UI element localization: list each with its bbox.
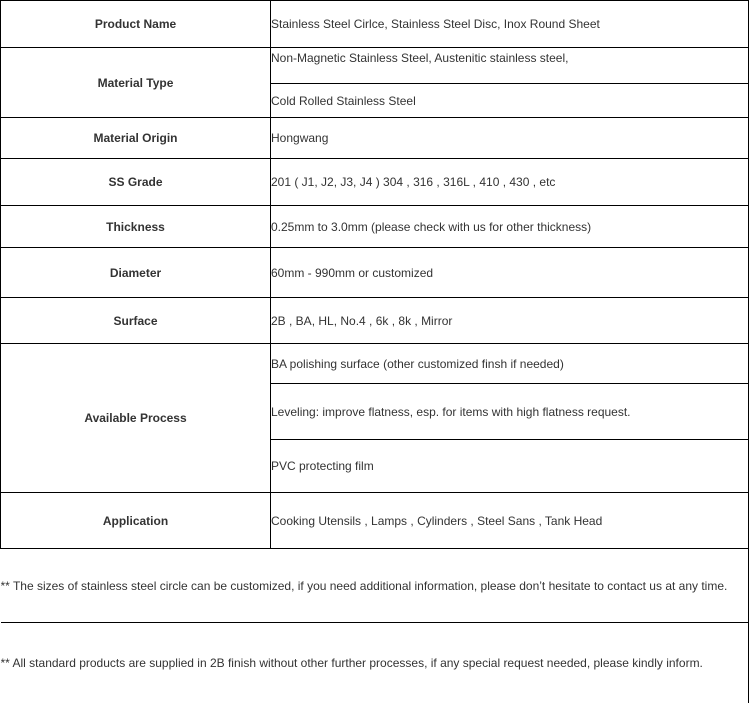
- row-value-process-2: Leveling: improve flatness, esp. for items with high flatness request.: [271, 384, 749, 440]
- note-standard-finish: ** All standard products are supplied in 2B finish without other further processes, if any special request needed, please kindly inform.: [1, 623, 749, 703]
- row-label-material-type: Material Type: [1, 48, 271, 118]
- row-value-process-1: BA polishing surface (other customized finsh if needed): [271, 344, 749, 384]
- row-value-material-type-2: Cold Rolled Stainless Steel: [271, 84, 749, 118]
- row-value-product-name: Stainless Steel Cirlce, Stainless Steel Disc, Inox Round Sheet: [271, 1, 749, 48]
- row-label-surface: Surface: [1, 298, 271, 344]
- row-value-surface: 2B , BA, HL, No.4 , 6k , 8k , Mirror: [271, 298, 749, 344]
- table-row: [1, 118, 749, 159]
- table-row: [1, 298, 749, 344]
- row-label-application: Application: [1, 493, 271, 549]
- table-row: [1, 48, 749, 84]
- table-row: [1, 1, 749, 48]
- row-label-ss-grade: SS Grade: [1, 159, 271, 206]
- table-row: [1, 623, 749, 703]
- table-row: [1, 248, 749, 298]
- row-label-available-process: Available Process: [1, 344, 271, 493]
- row-value-diameter: 60mm - 990mm or customized: [271, 248, 749, 298]
- row-label-material-origin: Material Origin: [1, 118, 271, 159]
- row-value-thickness: 0.25mm to 3.0mm (please check with us for other thickness): [271, 206, 749, 248]
- table-row: [1, 549, 749, 623]
- note-customizable-sizes: ** The sizes of stainless steel circle can be customized, if you need additional information, please don’t hesitate to contact us at any time.: [1, 549, 749, 623]
- row-value-material-type-1: [271, 48, 749, 84]
- table-row: [1, 159, 749, 206]
- table-row: [1, 344, 749, 384]
- row-value-application: Cooking Utensils , Lamps , Cylinders , Steel Sans , Tank Head: [271, 493, 749, 549]
- row-value-text: Non-Magnetic Stainless Steel, Austenitic stainless steel,: [271, 51, 569, 65]
- row-label-diameter: Diameter: [1, 248, 271, 298]
- row-label-product-name: Product Name: [1, 1, 271, 48]
- row-label-thickness: Thickness: [1, 206, 271, 248]
- row-value-ss-grade: 201 ( J1, J2, J3, J4 ) 304 , 316 , 316L , 410 , 430 , etc: [271, 159, 749, 206]
- row-value-process-3: PVC protecting film: [271, 440, 749, 493]
- row-value-material-origin: Hongwang: [271, 118, 749, 159]
- table-row: [1, 493, 749, 549]
- table-row: [1, 206, 749, 248]
